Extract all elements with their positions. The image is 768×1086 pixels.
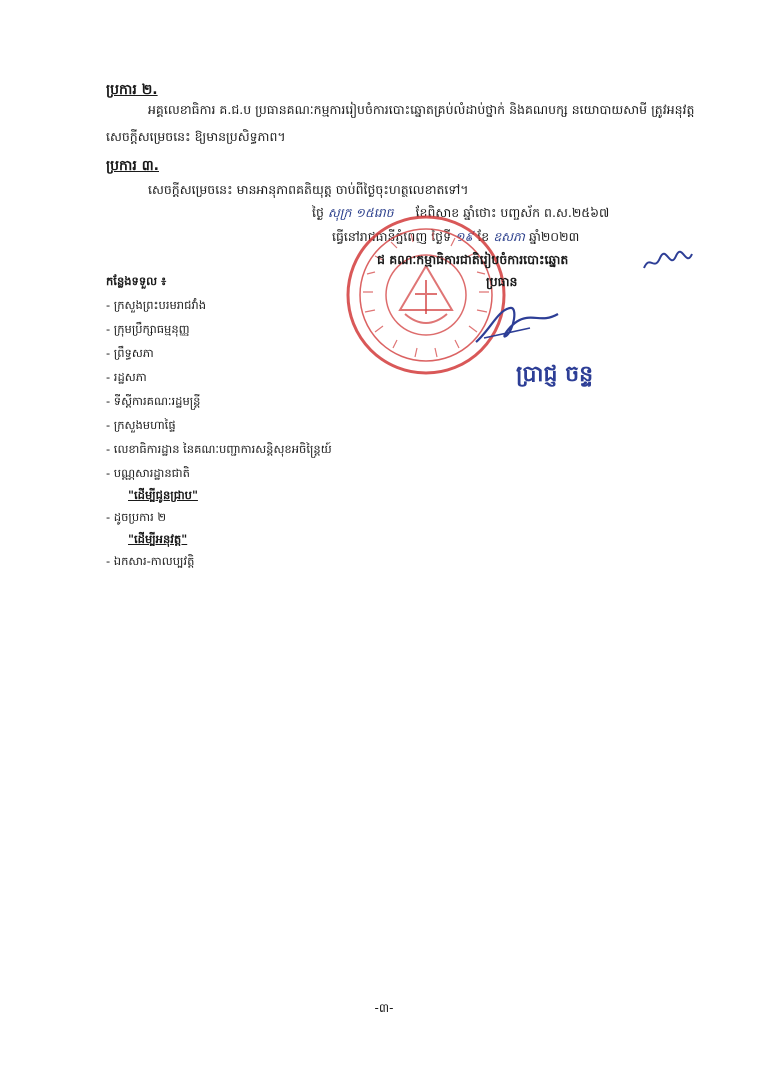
signer-name: ប្រាជ្ញ ចន្ទ (516, 361, 594, 387)
article-3-text: សេចក្តីសម្រេចនេះ មានអានុភាពគតិយុត្ត ចាប់ពីថ្ងៃចុះហត្ថលេខាតទៅ។ (148, 182, 469, 197)
list-item: - ក្រសួងមហាផ្ទៃ (106, 418, 176, 432)
lunar-date-prefix: ថ្ងៃ (312, 205, 324, 220)
committee-name: ជ គណៈកម្មាធិការជាតិរៀបចំការបោះឆ្នោត (377, 252, 569, 267)
article-3-heading: ប្រការ ៣. (106, 158, 159, 174)
lunar-date-suffix: ខែពិសាខ ឆ្នាំថោះ បញ្ចស័ក ព.ស.២៥៦៧ (415, 205, 610, 220)
lunar-date-handwritten: សុក្រ ១៥រោច (327, 205, 394, 220)
list-item: - ទីស្តីការគណៈរដ្ឋមន្ត្រី (106, 394, 201, 408)
signature-icon (470, 300, 562, 348)
list-item: - ឯកសារ-កាលប្បវត្តិ (106, 554, 195, 568)
solar-date-year: ឆ្នាំ២០២៣ (528, 229, 580, 244)
article-2-text: អគ្គលេខាធិការ គ.ជ.ប ប្រធានគណៈកម្មការរៀបចំការបោះឆ្នោតគ្រប់លំដាប់ថ្នាក់ និងគណបក្ស នយោបាយសាមី ត្រូវអនុវត្តសេចក្តីសម្រេចនេះ ឱ្យមានប្រសិទ្ធភាព។ (106, 102, 695, 144)
list-item: - រដ្ឋសភា (106, 370, 147, 384)
list-item: - ព្រឹទ្ធសភា (106, 346, 154, 360)
recipients-list (106, 274, 332, 573)
scribble-mark-icon (642, 250, 694, 274)
list-item: - ក្រសួងព្រះបរមរាជវាំង (106, 298, 207, 312)
article-2-heading: ប្រការ ២. (106, 82, 158, 98)
list-item: - បណ្ណសារដ្ឋានជាតិ (106, 466, 190, 480)
solar-date-day: ១៩ (455, 229, 474, 244)
chairman-title: ប្រធាន (486, 274, 518, 289)
solar-date-prefix: ធ្វើនៅរាជធានីភ្នំពេញ ថ្ងៃទី (332, 229, 452, 244)
page-number: -៣- (374, 1001, 394, 1015)
recipients-title: កន្លែងទទួល ៖ (106, 274, 167, 288)
recipients-note-implement: "ដើម្បីអនុវត្ត" (128, 532, 188, 546)
list-item: - ក្រុមប្រឹក្សាធម្មនុញ្ញ (106, 322, 190, 336)
official-seal-icon (345, 214, 507, 376)
recipients-note-inform: "ដើម្បីជូនជ្រាប" (128, 488, 198, 502)
solar-date-month: ឧសភា (493, 229, 525, 244)
list-item: - ដូចប្រការ ២ (106, 510, 167, 524)
list-item: - លេខាធិការដ្ឋាន នៃគណៈបញ្ជាការសន្តិសុខអចិន្ត្រៃយ៍ (106, 442, 332, 456)
solar-date-month-prefix: ខែ (477, 229, 490, 244)
